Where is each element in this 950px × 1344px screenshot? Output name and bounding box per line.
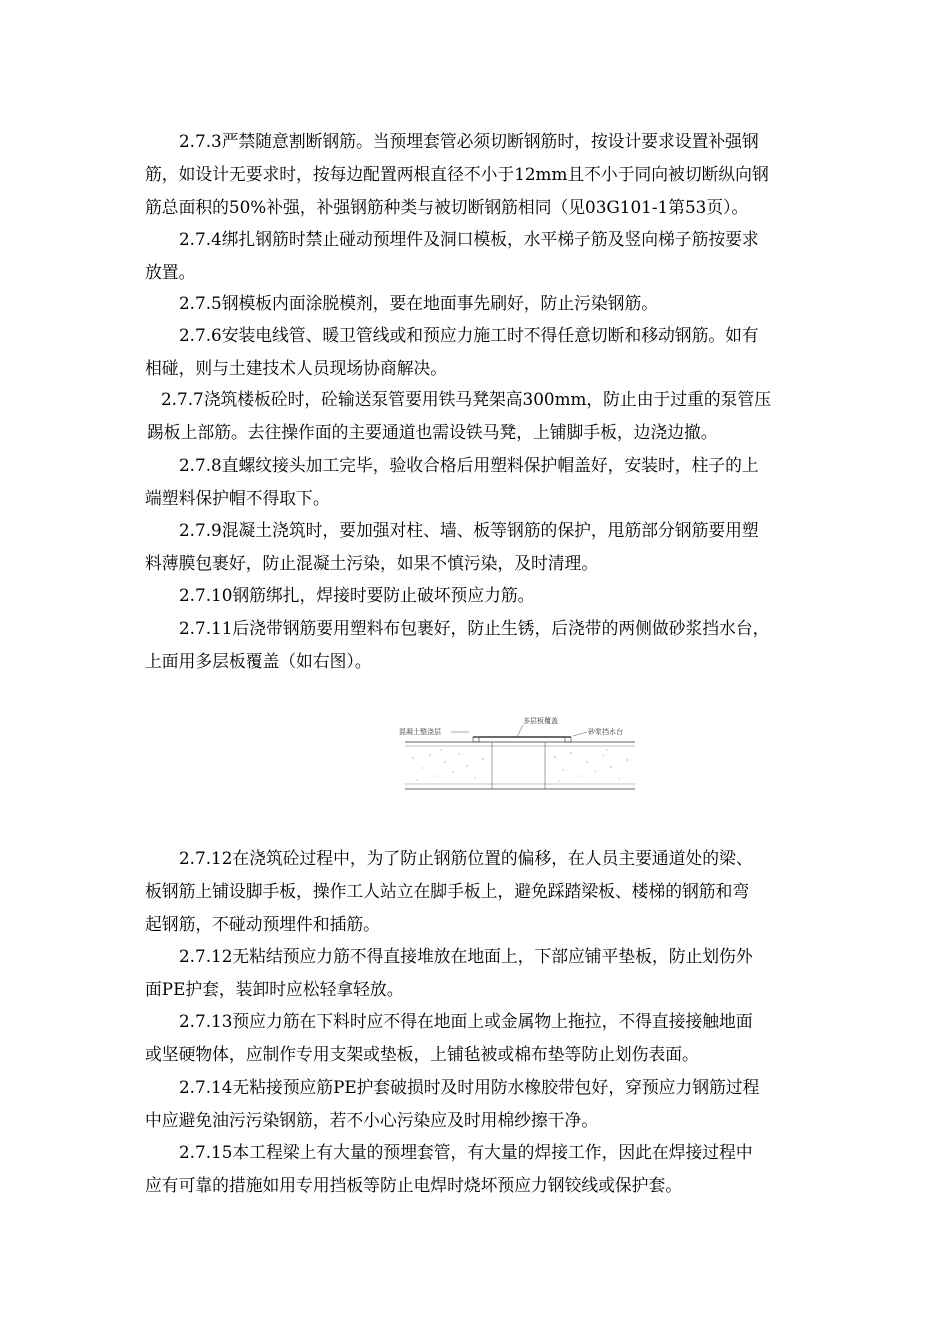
paragraph-line: 2.7.11后浇带钢筋要用塑料布包裹好，防止生锈，后浇带的两侧做砂浆挡水台， [179,618,770,638]
paragraph-line: 2.7.13预应力筋在下料时应不得在地面上或金属物上拖拉，不得直接接触地面 [179,1011,753,1031]
paragraph-line: 2.7.4绑扎钢筋时禁止碰动预埋件及洞口模板，水平梯子筋及竖向梯子筋按要求 [179,229,759,249]
leader-line [517,725,523,737]
paragraph-line: 2.7.9混凝土浇筑时，要加强对柱、墙、板等钢筋的保护，甩筋部分钢筋要用塑 [179,520,759,540]
paragraph-line: 中应避免油污污染钢筋，若不小心污染应及时用棉纱擦干净。 [145,1110,599,1130]
post-pour-strip-diagram [395,710,645,805]
paragraph-line: 起钢筋，不碰动预埋件和插筋。 [145,914,380,934]
mortar-curb-left [473,737,479,742]
label-concrete-layer: 混凝土整浇层 [399,728,441,736]
paragraph-line: 筋，如设计无要求时，按每边配置两根直径不小于12mm且不小于同向被切断纵向钢 [145,164,769,184]
paragraph-line: 2.7.5钢模板内面涂脱模剂，要在地面事先刷好，防止污染钢筋。 [179,293,659,313]
paragraph-line: 应有可靠的措施如用专用挡板等防止电焊时烧坏预应力钢铰线或保护套。 [145,1175,683,1195]
mortar-curb-right [565,737,571,742]
paragraph-line: 2.7.8直螺纹接头加工完毕，验收合格后用塑料保护帽盖好，安装时，柱子的上 [179,455,759,475]
paragraph-line: 踢板上部筋。去往操作面的主要通道也需设铁马凳，上铺脚手板，边浇边撤。 [147,422,718,442]
paragraph-line: 上面用多层板覆盖（如右图）。 [145,651,372,671]
paragraph-line: 或坚硬物体，应制作专用支架或垫板，上铺毡被或棉布垫等防止划伤表面。 [145,1044,699,1064]
paragraph-line: 板钢筋上铺设脚手板，操作工人站立在脚手板上，避免踩踏梁板、楼梯的钢筋和弯 [145,881,750,901]
paragraph-line: 筋总面积的50%补强，补强钢筋种类与被切断钢筋相同（见03G101-1第53页）。 [145,197,749,217]
paragraph-line: 放置。 [145,262,196,282]
paragraph-line: 料薄膜包裹好，防止混凝土污染，如果不慎污染，及时清理。 [145,553,599,573]
paragraph-line: 面PE护套，装卸时应松轻拿轻放。 [145,979,404,999]
leader-line [573,732,587,736]
paragraph-line: 2.7.6安装电线管、暖卫管线或和预应力施工时不得任意切断和移动钢筋。如有 [179,325,759,345]
paragraph-line: 2.7.12无粘结预应力筋不得直接堆放在地面上，下部应铺平垫板，防止划伤外 [179,946,753,966]
paragraph-line: 2.7.7浇筑楼板砼时，砼输送泵管要用铁马凳架高300mm，防止由于过重的泵管压 [161,389,771,409]
concrete-aggregate [412,750,627,782]
paragraph-line: 2.7.14无粘接预应筋PE护套破损时及时用防水橡胶带包好，穿预应力钢筋过程 [179,1077,760,1097]
label-multilayer-board: 多层板覆盖 [523,717,558,725]
paragraph-line: 相碰，则与土建技术人员现场协商解决。 [145,358,448,378]
paragraph-line: 端塑料保护帽不得取下。 [145,488,330,508]
label-mortar-curb: 砂浆挡水台 [588,728,623,736]
paragraph-line: 2.7.10钢筋绑扎，焊接时要防止破坏预应力筋。 [179,585,535,605]
paragraph-line: 2.7.3严禁随意割断钢筋。当预埋套管必须切断钢筋时，按设计要求设置补强钢 [179,131,759,151]
paragraph-line: 2.7.15本工程梁上有大量的预埋套管，有大量的焊接工作，因此在焊接过程中 [179,1142,753,1162]
paragraph-line: 2.7.12在浇筑砼过程中，为了防止钢筋位置的偏移，在人员主要通道处的梁、 [179,848,753,868]
